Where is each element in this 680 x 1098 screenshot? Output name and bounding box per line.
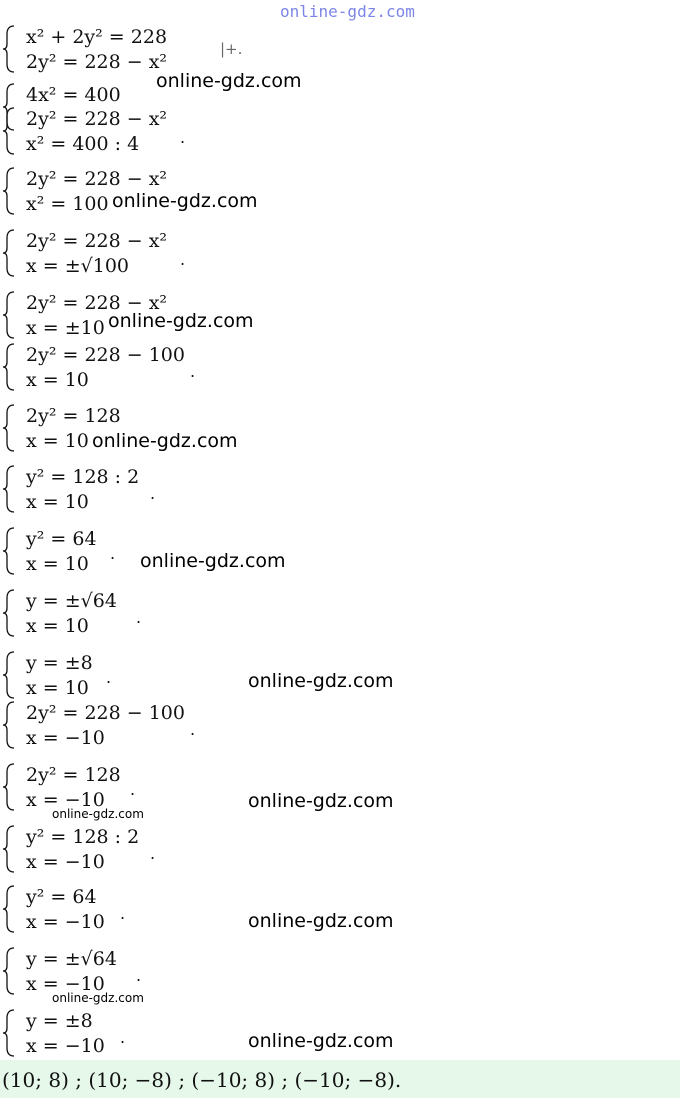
equation-line: 2y² = 228 − x²	[26, 292, 168, 314]
equation-line: 2y² = 228 − 100	[26, 702, 185, 724]
watermark: online-gdz.com	[108, 310, 254, 332]
equation-line: x = 10	[26, 369, 89, 391]
brace-icon	[2, 342, 16, 392]
equation-line: x = −10	[26, 1035, 105, 1057]
equation-line: 2y² = 228 − x²	[26, 51, 168, 73]
dot-mark: .	[150, 844, 156, 863]
brace-icon	[2, 762, 16, 812]
watermark: online-gdz.com	[248, 910, 394, 932]
brace-icon	[2, 290, 16, 340]
answer-text: (10; 8) ; (10; −8) ; (−10; 8) ; (−10; −8).	[2, 1068, 402, 1092]
dot-mark: .	[180, 128, 186, 147]
equation-line: x = −10	[26, 851, 105, 873]
dot-mark: .	[150, 484, 156, 503]
equation-line: 2y² = 228 − x²	[26, 168, 168, 190]
brace-icon	[2, 588, 16, 638]
equation-line: x = ±√100	[26, 255, 130, 277]
watermark-top: online-gdz.com	[280, 2, 415, 21]
equation-line: x = −10	[26, 727, 105, 749]
dot-mark: .	[136, 608, 142, 627]
brace-icon	[2, 526, 16, 576]
dot-mark: .	[180, 250, 186, 269]
equation-line: x = 10	[26, 491, 89, 513]
equation-line: 2y² = 228 − 100	[26, 344, 185, 366]
brace-icon	[2, 946, 16, 996]
brace-icon	[2, 884, 16, 934]
equation-line: y² = 64	[26, 886, 97, 908]
watermark: online-gdz.com	[248, 670, 394, 692]
equation-line: x² = 100	[26, 193, 109, 215]
brace-icon	[2, 24, 16, 74]
brace-icon	[2, 106, 16, 156]
equation-line: x = 10	[26, 677, 89, 699]
equation-line: 2y² = 128	[26, 405, 121, 427]
equation-line: x = 10	[26, 615, 89, 637]
dot-mark: .	[106, 668, 112, 687]
equation-line: x = −10	[26, 789, 105, 811]
dot-mark: .	[120, 1028, 126, 1047]
equation-line: x² = 400 : 4	[26, 133, 140, 155]
watermark: online-gdz.com	[92, 430, 238, 452]
brace-icon	[2, 824, 16, 874]
watermark: online-gdz.com	[112, 190, 258, 212]
equation-line: y = ±8	[26, 1010, 93, 1032]
brace-icon	[2, 464, 16, 514]
dot-mark: .	[130, 780, 136, 799]
equation-line: y = ±√64	[26, 948, 117, 970]
dot-mark: .	[120, 904, 126, 923]
equation-line: x = −10	[26, 973, 105, 995]
equation-line: y² = 64	[26, 528, 97, 550]
equation-line: x = 10	[26, 553, 89, 575]
equation-line: y² = 128 : 2	[26, 466, 140, 488]
equation-line: 2y² = 228 − x²	[26, 108, 168, 130]
equation-line: 2y² = 128	[26, 764, 121, 786]
dot-mark: .	[110, 544, 116, 563]
equation-line: x = ±10	[26, 317, 105, 339]
watermark: online-gdz.com	[248, 1030, 394, 1052]
answer-box	[0, 1060, 680, 1098]
watermark: online-gdz.com	[248, 790, 394, 812]
dot-mark: .	[136, 966, 142, 985]
watermark: online-gdz.com	[140, 550, 286, 572]
watermark: online-gdz.com	[52, 991, 144, 1005]
equation-line: y = ±√64	[26, 590, 117, 612]
brace-icon	[2, 700, 16, 750]
brace-icon	[2, 166, 16, 216]
equation-line: x = 10	[26, 430, 89, 452]
equation-line: x² + 2y² = 228	[26, 26, 168, 48]
equation-line: x = −10	[26, 911, 105, 933]
brace-icon	[2, 403, 16, 453]
dot-mark: .	[190, 720, 196, 739]
operation-note: |+.	[220, 40, 243, 58]
equation-line: y = ±8	[26, 652, 93, 674]
equation-line: y² = 128 : 2	[26, 826, 140, 848]
equation-line: 4x² = 400	[26, 84, 121, 106]
equation-line: 2y² = 228 − x²	[26, 230, 168, 252]
brace-icon	[2, 228, 16, 278]
watermark: online-gdz.com	[156, 70, 302, 92]
brace-icon	[2, 1008, 16, 1058]
brace-icon	[2, 650, 16, 700]
watermark: online-gdz.com	[52, 807, 144, 821]
dot-mark: .	[190, 362, 196, 381]
